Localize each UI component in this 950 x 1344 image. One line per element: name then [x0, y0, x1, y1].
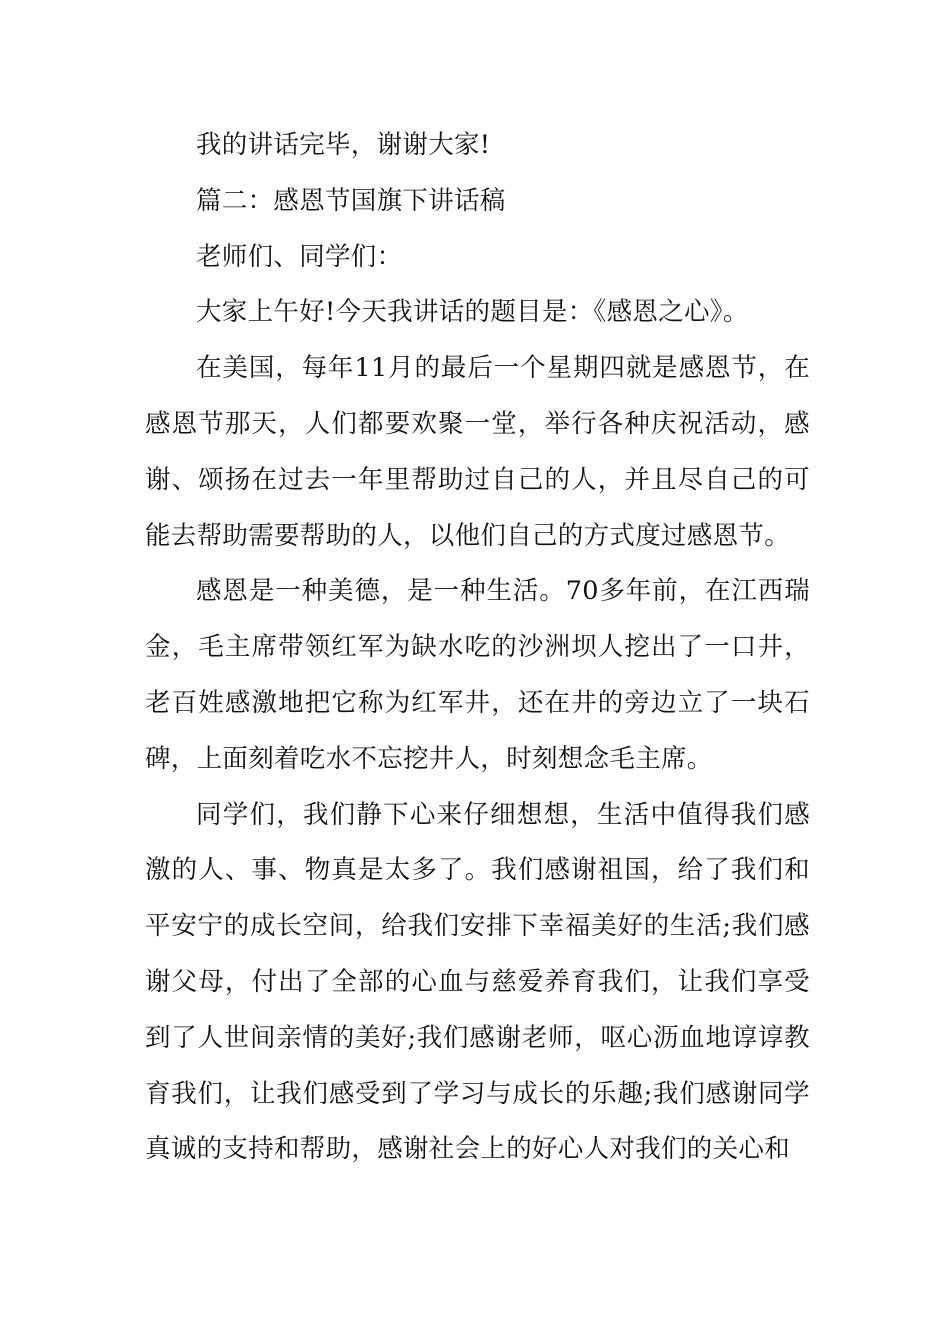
paragraph-red-army-well: 感恩是一种美德，是一种生活。70多年前，在江西瑞金，毛主席带领红军为缺水吃的沙洲坝人挖出了一口井，老百姓感激地把它称为红军井，还在井的旁边立了一块石碑，上面刻着吃水不忘挖井人，时刻想念毛主席。: [145, 576, 810, 774]
paragraph-section-title: 篇二：感恩节国旗下讲话稿: [196, 185, 506, 216]
paragraph-closing-remark: 我的讲话完毕，谢谢大家!: [196, 130, 491, 160]
paragraph-salutation: 老师们、同学们：: [196, 241, 403, 272]
paragraph-thanksgiving-america: 在美国，每年11月的最后一个星期四就是感恩节，在感恩节那天，人们都要欢聚一堂，举行各种庆祝活动，感谢、颂扬在过去一年里帮助过自己的人，并且尽自己的可能去帮助需要帮助的人，以他们自己的方式度过感恩节。: [145, 353, 810, 551]
paragraph-gratitude-list: 同学们，我们静下心来仔细想想，生活中值得我们感激的人、事、物真是太多了。我们感谢祖国，给了我们和平安宁的成长空间，给我们安排下幸福美好的生活;我们感谢父母，付出了全部的心血与慈爱养育我们，让我们享受到了人世间亲情的美好;我们感谢老师，呕心沥血地谆谆教育我们，让我们感受到了学习与成长的乐趣;我们感谢同学真诚的支持和帮助，感谢社会上的好心人对我们的关心和: [145, 799, 810, 1165]
document-body: [145, 118, 810, 1178]
paragraph-greeting: 大家上午好!今天我讲话的题目是：《感恩之心》。: [196, 297, 749, 328]
